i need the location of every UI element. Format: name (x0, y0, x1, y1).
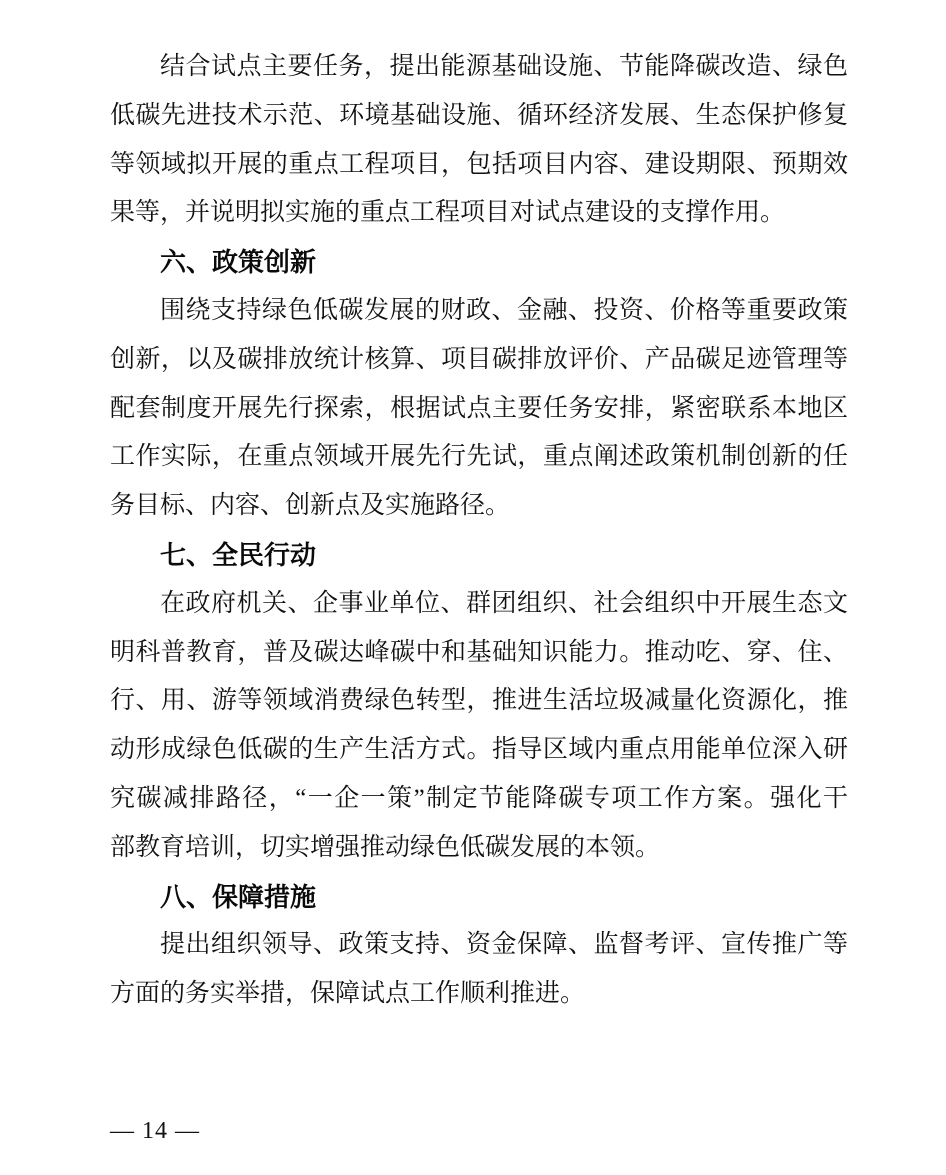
page-number: — 14 — (110, 1118, 200, 1144)
paragraph-1-line-1: 结合试点主要任务，提出能源基础设施、节能降碳改造、绿色 (160, 53, 848, 80)
paragraph-2-line-4: 工作实际，在重点领域开展先行先试，重点阐述政策机制创新的任 (110, 443, 848, 471)
paragraph-2-line-5: 务目标、内容、创新点及实施路径。 (110, 492, 511, 520)
section-heading-7: 七、全民行动 (160, 539, 317, 570)
paragraph-1-line-2: 低碳先进技术示范、环境基础设施、循环经济发展、生态保护修复 (110, 101, 848, 129)
section-heading-8: 八、保障措施 (160, 881, 317, 912)
paragraph-2-line-2: 创新，以及碳排放统计核算、项目碳排放评价、产品碳足迹管理等 (110, 345, 848, 373)
paragraph-3-line-3: 行、用、游等领域消费绿色转型，推进生活垃圾减量化资源化，推 (110, 687, 848, 715)
paragraph-1-line-4: 果等，并说明拟实施的重点工程项目对试点建设的支撑作用。 (110, 199, 786, 227)
paragraph-3-line-6: 部教育培训，切实增强推动绿色低碳发展的本领。 (110, 833, 661, 861)
paragraph-3-line-5: 究碳减排路径，“一企一策”制定节能降碳专项工作方案。强化干 (110, 784, 848, 812)
section-heading-6: 六、政策创新 (160, 247, 317, 278)
paragraph-3-line-2: 明科普教育，普及碳达峰碳中和基础知识能力。推动吃、穿、住、 (110, 638, 848, 666)
document-body (110, 43, 848, 1019)
paragraph-2-line-1: 围绕支持绿色低碳发展的财政、金融、投资、价格等重要政策 (160, 296, 848, 324)
paragraph-4-line-2: 方面的务实举措，保障试点工作顺利推进。 (110, 980, 586, 1008)
paragraph-1-line-3: 等领域拟开展的重点工程项目，包括项目内容、建设期限、预期效 (110, 150, 848, 178)
paragraph-3-line-4: 动形成绿色低碳的生产生活方式。指导区域内重点用能单位深入研 (110, 736, 848, 764)
paragraph-2-line-3: 配套制度开展先行探索，根据试点主要任务安排，紧密联系本地区 (110, 394, 848, 422)
paragraph-3-line-1: 在政府机关、企事业单位、群团组织、社会组织中开展生态文 (160, 589, 848, 617)
paragraph-4-line-1: 提出组织领导、政策支持、资金保障、监督考评、宣传推广等 (160, 931, 848, 959)
